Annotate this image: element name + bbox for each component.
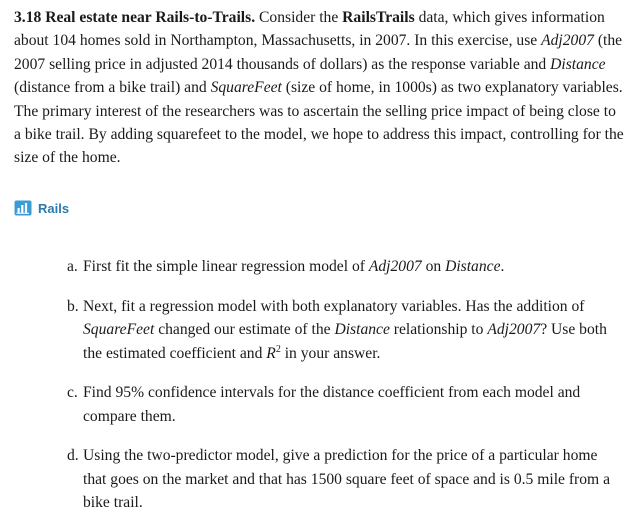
variable-squarefeet: SquareFeet [83, 321, 155, 338]
part-letter: c. [67, 384, 78, 401]
part-text [83, 255, 622, 279]
variable-distance: Distance [445, 258, 501, 275]
part-text-segment: on [421, 258, 446, 275]
part-text-segment: in your answer. [280, 344, 381, 362]
intro-text: data, which gives information about 104 homes sold in Northampton, Massachusetts, in 2007. In this exercise, use [14, 9, 605, 50]
part-text-segment: Next, fit a regression model with both explanatory variables. Has the addition of [83, 297, 585, 315]
variable-adj2007: Adj2007 [368, 258, 422, 275]
variable-adj2007: Adj2007 [487, 321, 541, 338]
part-text: Using the two-predictor model, give a prediction for the price of a particular home that goes on the market and that has 1500 square feet of space and is 0.5 mile from a bike trail. [83, 447, 610, 511]
part-letter: d. [67, 447, 79, 464]
variable-distance: Distance [334, 321, 390, 338]
dataset-chart-icon [14, 200, 32, 216]
part-text-segment: changed our estimate of the [154, 321, 335, 338]
problem-title: Real estate near Rails-to-Trails. [45, 9, 256, 26]
part-b [67, 295, 622, 366]
part-text-segment: relationship to [389, 321, 488, 338]
dataset-name: RailsTrails [342, 9, 415, 26]
part-text-segment: . [500, 258, 505, 275]
part-text: Find 95% confidence intervals for the distance coefficient from each model and compare them. [83, 384, 581, 425]
dataset-label: Rails [38, 200, 70, 216]
intro-text: (the 2007 selling price in adjusted 2014 thousands of dollars) as the response variable and [14, 32, 623, 73]
intro-text: (distance from a bike trail) and [14, 79, 211, 97]
problem-number: 3.18 [14, 9, 42, 26]
part-a [67, 255, 622, 279]
r-squared-symbol: R [266, 344, 276, 362]
part-letter: b. [67, 297, 79, 315]
variable-adj2007: Adj2007 [541, 32, 594, 50]
part-text-segment: ? Use both the estimated coefficient and [83, 321, 607, 362]
intro-text: (size of home, in 1000s) as two explanatory variables. The primary interest of the researchers was to ascertain the selling price impact of being close to a bike trail. By adding squarefeet to the model, we hope to address this impact, controlling for the size of the home. [14, 79, 624, 167]
intro-text: Consider the [255, 9, 343, 26]
part-text-segment: First fit the simple linear regression model of [83, 258, 369, 275]
problem-statement [14, 6, 626, 170]
part-letter: a. [67, 258, 78, 275]
part-d [67, 444, 622, 515]
r-squared-exponent: 2 [275, 343, 281, 355]
part-c [67, 381, 622, 428]
variable-squarefeet: SquareFeet [210, 79, 282, 97]
variable-distance: Distance [550, 55, 606, 73]
part-text [83, 295, 622, 366]
exercise-parts [67, 255, 622, 531]
dataset-link[interactable] [14, 199, 69, 217]
